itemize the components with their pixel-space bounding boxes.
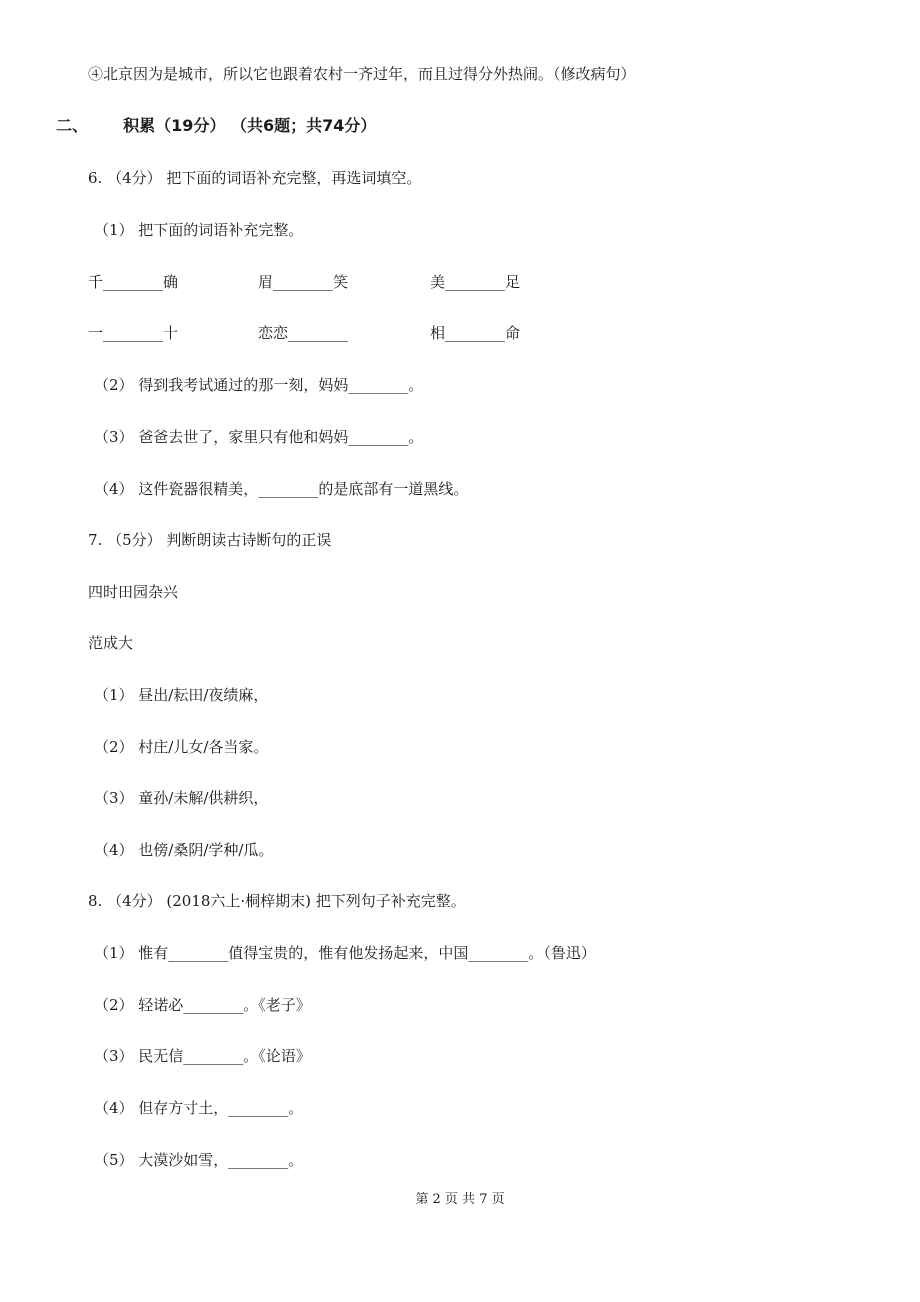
word-blank: 眉________笑: [258, 273, 349, 291]
word-blank: 恋恋________: [258, 324, 349, 342]
question-6-item-3: （3） 爸爸去世了，家里只有他和妈妈________。: [94, 428, 424, 446]
question-7-item-1: （1） 昼出/耘田/夜绩麻，: [94, 686, 269, 704]
word-blank: 美________足: [430, 273, 521, 291]
question-8-stem: 8. （4分） (2018六上·桐梓期末) 把下列句子补充完整。: [88, 892, 466, 910]
poem-author: 范成大: [88, 634, 134, 652]
word-blank: 一________十: [88, 324, 179, 342]
question-6-item-4: （4） 这件瓷器很精美，________的是底部有一道黑线。: [94, 480, 469, 498]
page-footer: 第 2 页 共 7 页: [415, 1192, 505, 1207]
question-6-item-2: （2） 得到我考试通过的那一刻，妈妈________。: [94, 376, 424, 394]
poem-title: 四时田园杂兴: [88, 583, 179, 601]
question-6-stem: 6. （4分） 把下面的词语补充完整，再选词填空。: [88, 169, 422, 187]
question-8-item-3: （3） 民无信________。《论语》: [94, 1047, 311, 1065]
question-8-item-5: （5） 大漠沙如雪，________。: [94, 1151, 304, 1169]
word-blank: 相________命: [430, 324, 521, 342]
word-blank: 千________确: [88, 273, 179, 291]
question-6-part-1-label: （1） 把下面的词语补充完整。: [94, 221, 304, 239]
question-8-item-2: （2） 轻诺必________。《老子》: [94, 996, 311, 1014]
section-number: 二、: [56, 116, 89, 135]
section-heading: [56, 116, 376, 136]
question-8-item-4: （4） 但存方寸土，________。: [94, 1099, 304, 1117]
question-7-item-4: （4） 也傍/桑阴/学种/瓜。: [94, 841, 274, 859]
question-7-stem: 7. （5分） 判断朗读古诗断句的正误: [88, 531, 332, 549]
question-8-item-1: （1） 惟有________值得宝贵的，惟有他发扬起来，中国________。（鲁迅）: [94, 944, 596, 962]
previous-question-item-4: ④北京因为是城市，所以它也跟着农村一齐过年，而且过得分外热闹。（修改病句）: [88, 65, 636, 83]
question-7-item-3: （3） 童孙/未解/供耕织，: [94, 789, 269, 807]
section-title: 积累（19分） （共6题；共74分）: [123, 116, 377, 135]
question-7-item-2: （2） 村庄/儿女/各当家。: [94, 738, 269, 756]
